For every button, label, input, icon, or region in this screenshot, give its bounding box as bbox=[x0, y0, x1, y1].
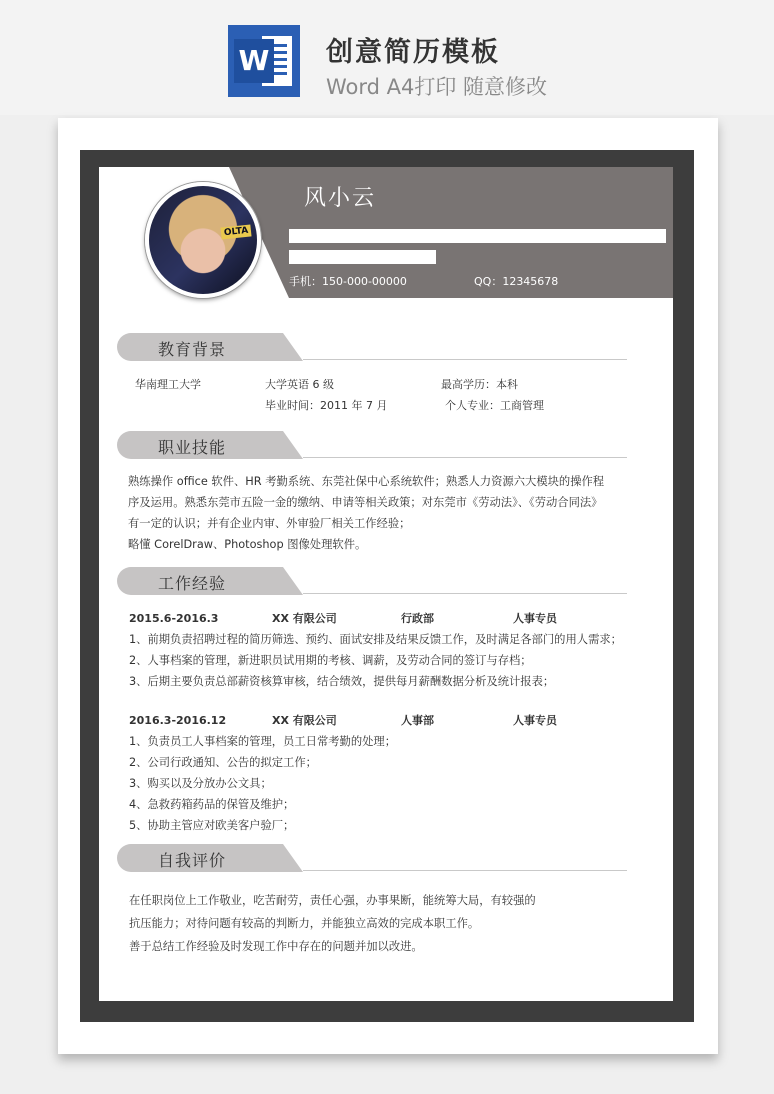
evaluation-line: 善于总结工作经验及时发现工作中存在的问题并加以改进。 bbox=[129, 940, 423, 953]
section-title: 职业技能 bbox=[158, 438, 227, 457]
skills-text bbox=[128, 471, 658, 555]
photo-backdrop-logo: OLTA bbox=[220, 224, 251, 239]
word-icon-letter: W bbox=[234, 39, 274, 83]
degree: 最高学历：本科 bbox=[441, 378, 518, 391]
evaluation-line: 抗压能力；对待问题有较高的判断力，并能独立高效的完成本职工作。 bbox=[129, 917, 480, 930]
section-title: 自我评价 bbox=[158, 851, 227, 870]
job-duties bbox=[129, 629, 659, 692]
job-period: 2016.3-2016.12 bbox=[129, 714, 227, 727]
job-period: 2015.6-2016.3 bbox=[129, 612, 219, 625]
graduation-date: 毕业时间：2011 年 7 月 bbox=[265, 399, 388, 412]
duty-item: 3、购买以及分放办公文具； bbox=[129, 777, 272, 790]
duty-item: 2、公司行政通知、公告的拟定工作； bbox=[129, 756, 317, 769]
section-rule bbox=[303, 593, 627, 594]
skills-line: 略懂 CorelDraw、Photoshop 图像处理软件。 bbox=[128, 538, 367, 551]
job-position: 人事专员 bbox=[513, 714, 557, 727]
resume-sheet bbox=[99, 167, 673, 1001]
top-banner bbox=[0, 0, 774, 115]
job-duties bbox=[129, 731, 659, 836]
skills-line: 有一定的认识；并有企业内审、外审验厂相关工作经验； bbox=[128, 517, 411, 530]
duty-item: 5、协助主管应对欧美客户验厂； bbox=[129, 819, 295, 832]
school: 华南理工大学 bbox=[135, 378, 201, 391]
banner-title: 创意简历模板 bbox=[326, 37, 500, 68]
avatar bbox=[145, 182, 261, 298]
section-rule bbox=[303, 457, 627, 458]
duty-item: 1、负责员工人事档案的管理，员工日常考勤的处理； bbox=[129, 735, 397, 748]
job-company: XX 有限公司 bbox=[272, 612, 337, 625]
candidate-name: 风小云 bbox=[304, 186, 377, 211]
major: 个人专业：工商管理 bbox=[445, 399, 544, 412]
duty-item: 2、人事档案的管理，新进职员试用期的考核、调薪，及劳动合同的签订与存档； bbox=[129, 654, 532, 667]
skills-line: 序及运用。熟悉东莞市五险一金的缴纳、申请等相关政策；对东莞市《劳动法》、《劳动合同法》 bbox=[128, 496, 603, 509]
section-self-evaluation bbox=[117, 844, 627, 872]
header-line-2 bbox=[289, 250, 436, 264]
job-department: 人事部 bbox=[401, 714, 434, 727]
duty-item: 4、急救药箱药品的保管及维护； bbox=[129, 798, 295, 811]
qq: QQ：12345678 bbox=[474, 275, 559, 288]
section-education bbox=[117, 333, 627, 361]
section-skills bbox=[117, 431, 627, 459]
word-icon bbox=[228, 25, 300, 97]
english-level: 大学英语 6 级 bbox=[265, 378, 334, 391]
section-rule bbox=[303, 870, 627, 871]
job-department: 行政部 bbox=[401, 612, 434, 625]
self-evaluation-text bbox=[129, 889, 659, 958]
duty-item: 1、前期负责招聘过程的简历筛选、预约、面试安排及结果反馈工作，及时满足各部门的用人需求； bbox=[129, 633, 622, 646]
duty-item: 3、后期主要负责总部薪资核算审核，结合绩效，提供每月薪酬数据分析及统计报表； bbox=[129, 675, 555, 688]
section-rule bbox=[303, 359, 627, 360]
evaluation-line: 在任职岗位上工作敬业，吃苦耐劳，责任心强，办事果断，能统筹大局，有较强的 bbox=[129, 894, 536, 907]
skills-line: 熟练操作 office 软件、HR 考勤系统、东莞社保中心系统软件；熟悉人力资源六大模块的操作程 bbox=[128, 475, 605, 488]
phone: 手机：150-000-00000 bbox=[289, 275, 407, 288]
section-title: 工作经验 bbox=[158, 574, 227, 593]
job-position: 人事专员 bbox=[513, 612, 557, 625]
job-company: XX 有限公司 bbox=[272, 714, 337, 727]
banner-subtitle: Word A4打印 随意修改 bbox=[326, 75, 548, 99]
section-title: 教育背景 bbox=[158, 340, 227, 359]
section-experience bbox=[117, 567, 627, 595]
header-line-1 bbox=[289, 229, 666, 243]
